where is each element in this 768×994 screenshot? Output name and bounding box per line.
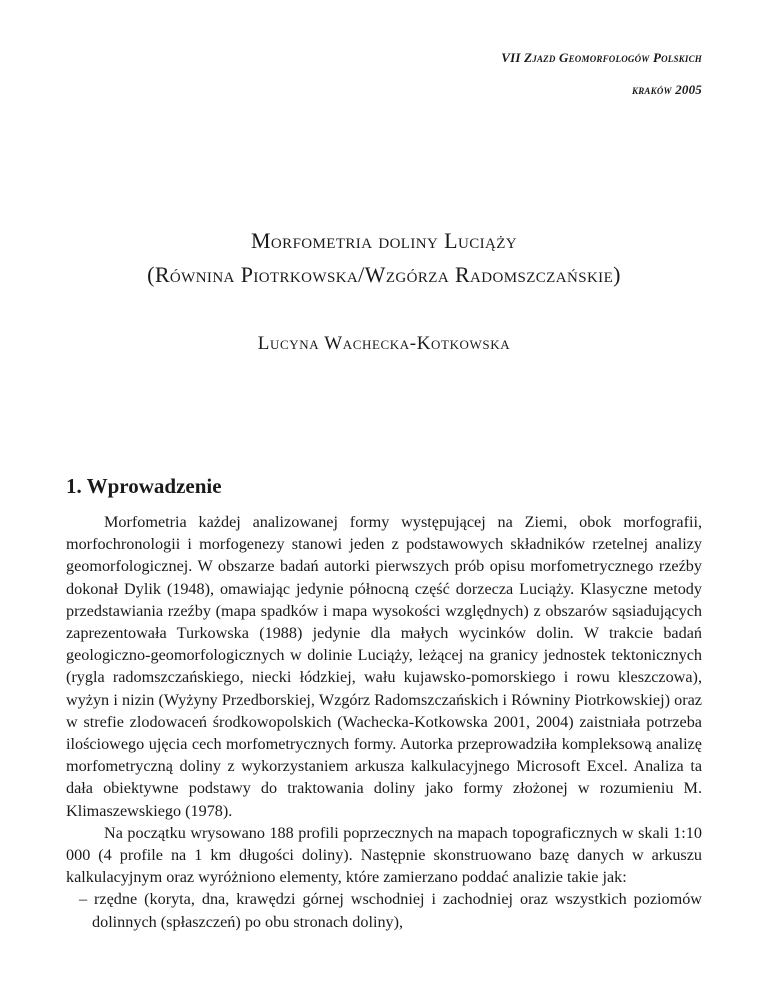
running-head [501,42,702,106]
paper-title [0,224,768,292]
title-line-2: (Równina Piotrkowska/Wzgórza Radomszczańskie) [147,262,621,287]
body-text [66,511,702,933]
list-item: – rzędne (koryta, dna, krawędzi górnej wschodniej i zachodniej oraz wszystkich poziomów dolinnych (spłaszczeń) po obu stronach doliny), [79,890,702,931]
title-line-1: Morfometria doliny Luciąży [250,228,518,253]
paragraph: Morfometria każdej analizowanej formy występującej na Ziemi, obok morfografii, morfochronologii i morfogenezy stanowi jeden z podstawowych składników rzetelnej analizy geomorfologicznej. W obszarze badań autorki pierwszych prób opisu morfometrycznego rzeźby dokonał Dylik (1948), omawiając jedynie północną część dorzecza Luciąży. Klasyczne metody przedstawiania rzeźby (mapa spadków i mapa wysokości względnych) z obszarów sąsiadujących zaprezentowała Turkowska (1988) jedynie dla małych wycinków dolin. W trakcie badań geologiczno-geomorfologicznych w dolinie Luciąży, leżącej na granicy jednostek tektonicznych (rygla radomszczańskiego, niecki łódzkiej, wału kujawsko-pomorskiego i rowu kleszczowa), wyżyn i nizin (Wyżyny Przedborskiej, Wzgórz Radomszczańskich i Równiny Piotrkowskiej) oraz w strefie zlodowaceń środkowopolskich (Wachecka-Kotkowska 2001, 2004) zaistniała potrzeba ilościowego ujęcia cech morfometrycznych formy. Autorka przeprowadziła kompleksową analizę morfometryczną doliny z wykorzystaniem arkusza kalkulacyjnego Microsoft Excel. Analiza ta dała obiektywne podstawy do traktowania doliny jako formy złożonej w rozumieniu M. Klimaszewskiego (1978). [66,513,702,820]
paragraph: Na początku wrysowano 188 profili poprzecznych na mapach topograficznych w skali 1:10 000 (4 profile na 1 km długości doliny). Następnie skonstruowano bazę danych w arkuszu kalkulacyjnym oraz wyróżniono elementy, które zamierzano poddać analizie takie jak: [66,823,702,887]
congress-name: VII Zjazd Geomorfologów Polskich [501,50,702,65]
section-heading: 1. Wprowadzenie [66,474,222,498]
author-name: Lucyna Wachecka-Kotkowska [257,333,511,354]
place-year: kraków 2005 [632,82,702,97]
